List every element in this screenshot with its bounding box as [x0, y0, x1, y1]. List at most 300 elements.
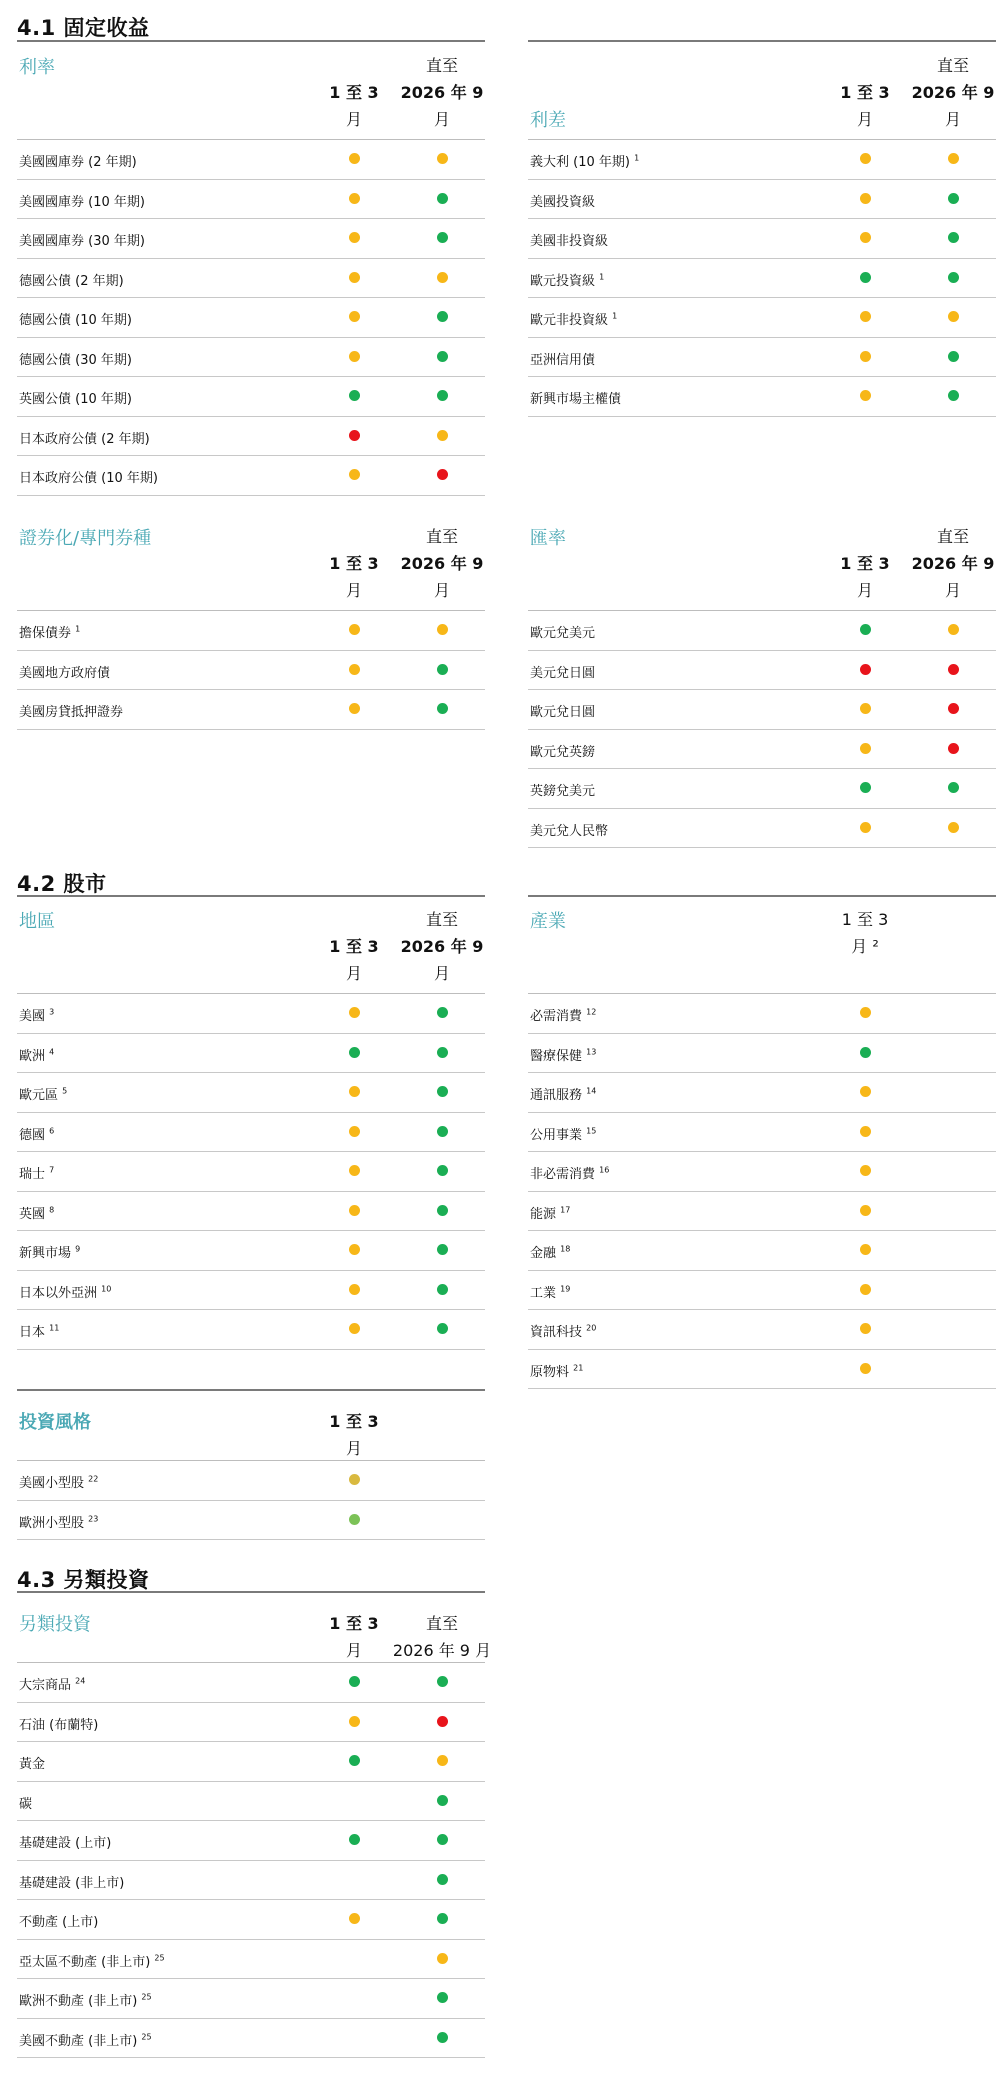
table-row [17, 1461, 485, 1501]
row-label [530, 780, 595, 799]
signal-dot-amber [349, 272, 360, 283]
row-label [530, 820, 608, 839]
table-row [17, 456, 485, 496]
row-label-text: 資訊科技 [530, 1325, 583, 1340]
row-label-text: 歐元非投資級 [530, 313, 609, 328]
column-header-line: 月 [345, 581, 362, 600]
row-label [19, 270, 124, 289]
column-header-line: 1 至 3 [329, 1614, 379, 1633]
signal-dot-red [948, 743, 959, 754]
row-label [530, 349, 595, 368]
table-row [17, 1782, 485, 1822]
column-header-line: 月 [345, 1641, 362, 1660]
column-header-line: 直至 [936, 56, 969, 75]
table-row [17, 1861, 485, 1901]
signal-dot-green [948, 351, 959, 362]
signal-dot-green [437, 1165, 448, 1176]
table-row [17, 611, 485, 651]
row-label-text: 日本政府公債 (2 年期) [19, 431, 150, 447]
column-header-line: 2026 年 9 [911, 554, 995, 573]
signal-dot-red [860, 664, 871, 675]
column-header-line: 1 至 3 [329, 1412, 379, 1431]
row-label [19, 701, 123, 720]
row-label [19, 1242, 80, 1261]
column-header [387, 1610, 497, 1664]
signal-dot-green [437, 390, 448, 401]
row-label [530, 1163, 609, 1182]
signal-dot-green [437, 1676, 448, 1687]
signal-dot-amber [349, 1086, 360, 1097]
signal-dot-amber [860, 1086, 871, 1097]
row-label-text: 英國 [19, 1206, 46, 1222]
footnote-marker: 10 [101, 1284, 112, 1294]
row-label [19, 1321, 59, 1340]
row-label [530, 662, 595, 681]
column-header-line: 1 至 3 [329, 83, 379, 102]
column-header-line: 直至 [425, 527, 458, 546]
category-title: 利率 [19, 57, 55, 78]
row-label [530, 388, 621, 407]
footnote-marker: 5 [62, 1086, 68, 1096]
footnote-marker: 18 [560, 1244, 571, 1254]
signal-dot-green [860, 272, 871, 283]
row-label-text: 美國國庫券 (2 年期) [19, 155, 137, 170]
table-row [17, 1034, 485, 1074]
section-title-equities: 4.2 股市 [17, 872, 107, 896]
section-title-fixed-income: 4.1 固定收益 [17, 16, 150, 40]
table-row [17, 1663, 485, 1703]
footnote-marker: 8 [49, 1205, 55, 1215]
footnote-marker: 1 [75, 624, 81, 634]
signal-dot-green [948, 193, 959, 204]
table-row [17, 651, 485, 691]
table-row [528, 259, 996, 299]
row-label-text: 非必需消費 [530, 1167, 596, 1182]
signal-dot-amber [349, 1284, 360, 1295]
row-label [530, 309, 617, 328]
row-label-text: 歐洲小型股 [19, 1515, 85, 1531]
signal-dot-amber [437, 1953, 448, 1964]
footnote-marker: 20 [586, 1323, 597, 1333]
column-header-line: 1 至 3 [840, 83, 890, 102]
table-row [528, 1231, 996, 1271]
table-row [17, 1192, 485, 1232]
row-label [19, 1753, 45, 1772]
row-label-text: 歐元兌美元 [530, 626, 596, 641]
footnote-marker: 15 [586, 1126, 597, 1136]
row-label-text: 碳 [19, 1796, 33, 1812]
row-label [19, 1714, 98, 1733]
row-label [19, 1045, 54, 1064]
signal-dot-amber [437, 430, 448, 441]
signal-dot-amber [349, 664, 360, 675]
table-row [528, 730, 996, 770]
table-row [17, 1271, 485, 1311]
signal-dot-amber [349, 1716, 360, 1727]
signal-dot-amber [437, 624, 448, 635]
signal-dot-amber [349, 1205, 360, 1216]
row-label-text: 美國國庫券 (30 年期) [19, 234, 145, 249]
footnote-marker: 21 [573, 1363, 584, 1373]
column-header [397, 906, 487, 987]
signal-dot-amber [437, 1755, 448, 1766]
column-header-line: 2026 年 9 [400, 83, 484, 102]
row-label [19, 1472, 98, 1491]
row-label-text: 歐洲 [19, 1048, 46, 1064]
row-label [19, 428, 150, 447]
row-label [19, 1872, 124, 1891]
signal-dot-green [948, 782, 959, 793]
row-label [530, 270, 604, 289]
signal-dot-amber [349, 1165, 360, 1176]
signal-dot-green [437, 1086, 448, 1097]
column-header-line: 月 [433, 581, 450, 600]
row-label [530, 1084, 596, 1103]
signal-dot-amber [860, 193, 871, 204]
column-header-line: 1 至 3 [329, 554, 379, 573]
table-header [17, 523, 485, 611]
footnote-marker: 12 [586, 1007, 597, 1017]
row-label [19, 1282, 111, 1301]
section-rule [17, 1591, 485, 1593]
row-label [19, 1163, 54, 1182]
footnote-marker: 1 [599, 272, 605, 282]
column-header-line: 月 [433, 964, 450, 983]
table-row [17, 994, 485, 1034]
category-title: 證券化/專門券種 [19, 528, 152, 549]
signal-dot-amber [860, 1244, 871, 1255]
table-row [17, 1900, 485, 1940]
signal-dot-amber [948, 822, 959, 833]
row-label [19, 1124, 54, 1143]
signal-dot-green [860, 1047, 871, 1058]
footnote-marker: 14 [586, 1086, 597, 1096]
signal-dot-amber [349, 351, 360, 362]
column-header-line: 2026 年 9 [911, 83, 995, 102]
signal-dot-amber [948, 153, 959, 164]
row-label-text: 義大利 (10 年期) [530, 155, 630, 170]
signal-dot-green [437, 311, 448, 322]
signal-dot-amber [860, 351, 871, 362]
footnote-marker: 1 [612, 311, 618, 321]
category-title: 投資風格 [19, 1412, 91, 1433]
row-label-text: 美元兌人民幣 [530, 823, 609, 839]
table-row [528, 1113, 996, 1153]
signal-dot-green [860, 624, 871, 635]
signal-dot-green [437, 1992, 448, 2003]
table-row [17, 1940, 485, 1980]
signal-dot-amber [349, 311, 360, 322]
footnote-marker: 23 [88, 1514, 99, 1524]
signal-dot-amber [349, 232, 360, 243]
row-label-text: 英國公債 (10 年期) [19, 392, 132, 407]
row-label [19, 1512, 98, 1531]
row-label-text: 新興市場主權債 [530, 392, 622, 407]
row-label-text: 通訊服務 [530, 1088, 583, 1103]
row-label-text: 美國國庫券 (10 年期) [19, 194, 145, 210]
signal-dot-amber [349, 624, 360, 635]
row-label [19, 622, 80, 641]
table-row [528, 1310, 996, 1350]
table-header [528, 906, 996, 994]
table-row [17, 219, 485, 259]
footnote-marker: 13 [586, 1047, 597, 1057]
column-header-line: 月 ² [851, 937, 879, 956]
row-label-text: 公用事業 [530, 1127, 583, 1143]
row-label-text: 德國公債 (30 年期) [19, 352, 132, 368]
section-rule [17, 1389, 485, 1391]
signal-dot-green [437, 1913, 448, 1924]
table-row [528, 1073, 996, 1113]
section-rule [17, 40, 485, 42]
table-row [17, 180, 485, 220]
signal-dot-amber [349, 469, 360, 480]
signal-dot-green [437, 664, 448, 675]
footnote-marker: 17 [560, 1205, 571, 1215]
row-label [19, 1832, 111, 1851]
row-label [19, 388, 132, 407]
column-header [309, 550, 399, 604]
signal-dot-green [437, 1126, 448, 1137]
row-label [530, 1282, 570, 1301]
row-label-text: 擔保債券 [19, 626, 72, 641]
signal-dot-green [437, 1795, 448, 1806]
signal-dot-amber [349, 1913, 360, 1924]
column-header [309, 1408, 399, 1462]
signal-dot-green [437, 1244, 448, 1255]
category-title: 匯率 [530, 528, 566, 549]
column-header-line: 1 至 3 [329, 937, 379, 956]
row-label [19, 1911, 98, 1930]
row-label [19, 662, 110, 681]
table-row [17, 377, 485, 417]
column-header [908, 523, 998, 604]
signal-dot-red [948, 703, 959, 714]
row-label-text: 美國房貸抵押證券 [19, 705, 124, 720]
row-label [19, 467, 158, 486]
signal-dot-green [349, 1047, 360, 1058]
signal-dot-green [948, 272, 959, 283]
signal-dot-amber [948, 624, 959, 635]
row-label [530, 191, 595, 210]
footnote-marker: 11 [49, 1323, 60, 1333]
section-rule [528, 895, 996, 897]
column-header [820, 79, 910, 133]
signal-dot-lightgreen [349, 1514, 360, 1525]
table-row [17, 140, 485, 180]
row-label-text: 美國不動產 (非上市) [19, 2033, 138, 2049]
row-label-text: 美國非投資級 [530, 234, 609, 249]
column-header [820, 906, 910, 960]
row-label [19, 1951, 165, 1970]
row-label [19, 151, 137, 170]
row-label [530, 1045, 596, 1064]
footnote-marker: 24 [75, 1676, 86, 1686]
table-row [17, 1703, 485, 1743]
table-styles [17, 1400, 485, 1540]
column-header-line: 月 [433, 110, 450, 129]
category-title: 產業 [530, 911, 566, 932]
section-rule [528, 40, 996, 42]
column-header-line: 直至 [425, 1614, 458, 1633]
column-header [309, 933, 399, 987]
signal-dot-red [437, 469, 448, 480]
table-securitized [17, 523, 485, 730]
table-header [528, 52, 996, 140]
row-label [530, 741, 595, 760]
table-row [17, 259, 485, 299]
column-header-line: 直至 [425, 910, 458, 929]
table-row [528, 338, 996, 378]
row-label-text: 美元兌日圓 [530, 665, 596, 681]
row-label-text: 原物料 [530, 1364, 570, 1380]
column-header [397, 52, 487, 133]
column-header-line: 月 [856, 581, 873, 600]
row-label-text: 日本政府公債 (10 年期) [19, 471, 158, 486]
row-label-text: 歐元兌英鎊 [530, 744, 596, 760]
row-label-text: 美國投資級 [530, 194, 596, 210]
table-row [528, 1271, 996, 1311]
signal-dot-amber [860, 1205, 871, 1216]
signal-dot-green [349, 1676, 360, 1687]
column-header [309, 79, 399, 133]
column-header [397, 523, 487, 604]
table-row [17, 1979, 485, 2019]
row-label [19, 349, 132, 368]
signal-dot-green [437, 1874, 448, 1885]
table-header [17, 906, 485, 994]
row-label [19, 1793, 32, 1812]
row-label-text: 新興市場 [19, 1246, 72, 1261]
row-label-text: 瑞士 [19, 1167, 46, 1182]
category-title: 利差 [530, 110, 566, 131]
table-row [528, 994, 996, 1034]
column-header [820, 550, 910, 604]
signal-dot-amber [860, 1284, 871, 1295]
signal-dot-red [437, 1716, 448, 1727]
table-alternatives [17, 1602, 492, 2058]
signal-dot-amber [860, 153, 871, 164]
table-row [17, 1073, 485, 1113]
footnote-marker: 3 [49, 1007, 55, 1017]
row-label-text: 日本 [19, 1325, 46, 1340]
row-label-text: 美國地方政府債 [19, 665, 111, 681]
table-spreads [528, 52, 996, 417]
table-header [528, 523, 996, 611]
row-label [530, 1242, 570, 1261]
signal-dot-green [349, 1834, 360, 1845]
row-label-text: 德國公債 (2 年期) [19, 273, 124, 289]
table-row [17, 1231, 485, 1271]
signal-dot-green [437, 1323, 448, 1334]
table-rates [17, 52, 485, 496]
signal-dot-amber [860, 743, 871, 754]
signal-dot-amber [948, 311, 959, 322]
table-row [528, 219, 996, 259]
signal-dot-red [948, 664, 959, 675]
signal-dot-amber [860, 822, 871, 833]
table-row [17, 417, 485, 457]
row-label-text: 德國 [19, 1127, 46, 1143]
row-label [19, 1674, 85, 1693]
signal-dot-amber [860, 1323, 871, 1334]
signal-dot-amber [860, 311, 871, 322]
signal-dot-green [948, 390, 959, 401]
table-row [17, 1152, 485, 1192]
column-header-line: 月 [944, 110, 961, 129]
signal-dot-green [860, 782, 871, 793]
table-row [528, 1350, 996, 1390]
column-header-line: 月 [345, 1439, 362, 1458]
table-row [528, 690, 996, 730]
signal-dot-amber [349, 1323, 360, 1334]
signal-dot-green [437, 1284, 448, 1295]
row-label [530, 1005, 596, 1024]
section-rule [17, 895, 485, 897]
signal-dot-green [948, 232, 959, 243]
row-label-text: 大宗商品 [19, 1678, 72, 1693]
row-label [19, 191, 145, 210]
table-row [17, 1113, 485, 1153]
signal-dot-green [437, 703, 448, 714]
signal-dot-amber [349, 153, 360, 164]
table-header [17, 1602, 492, 1663]
column-header [309, 1610, 399, 1664]
table-row [17, 690, 485, 730]
row-label [530, 151, 639, 170]
row-label [19, 1203, 54, 1222]
row-label-text: 日本以外亞洲 [19, 1285, 98, 1301]
signal-dot-amber [437, 272, 448, 283]
table-row [528, 651, 996, 691]
table-row [528, 1034, 996, 1074]
signal-dot-lightamber [349, 1474, 360, 1485]
footnote-marker: 6 [49, 1126, 55, 1136]
footnote-marker: 22 [88, 1474, 99, 1484]
signal-dot-green [349, 1755, 360, 1766]
table-row [528, 1192, 996, 1232]
signal-dot-amber [860, 232, 871, 243]
footnote-marker: 1 [634, 153, 640, 163]
column-header [908, 52, 998, 133]
row-label-text: 不動產 (上市) [19, 1915, 99, 1930]
row-label-text: 能源 [530, 1206, 557, 1222]
row-label-text: 美國小型股 [19, 1476, 85, 1491]
footnote-marker: 25 [141, 2032, 152, 2042]
signal-dot-green [437, 1205, 448, 1216]
table-row [528, 1152, 996, 1192]
row-label-text: 美國 [19, 1009, 46, 1024]
row-label [19, 230, 145, 249]
table-row [17, 298, 485, 338]
table-row [17, 338, 485, 378]
table-row [528, 611, 996, 651]
signal-dot-green [437, 232, 448, 243]
row-label [530, 701, 595, 720]
signal-dot-amber [860, 1165, 871, 1176]
row-label [530, 1124, 596, 1143]
footnote-marker: 9 [75, 1244, 81, 1254]
signal-dot-amber [349, 1126, 360, 1137]
category-title: 另類投資 [19, 1614, 91, 1635]
row-label-text: 亞洲信用債 [530, 352, 596, 368]
row-label-text: 醫療保健 [530, 1048, 583, 1064]
row-label-text: 黃金 [19, 1757, 46, 1772]
table-row [528, 180, 996, 220]
signal-dot-amber [349, 1244, 360, 1255]
row-label-text: 歐元區 [19, 1088, 59, 1103]
row-label-text: 歐洲不動產 (非上市) [19, 1994, 138, 2009]
